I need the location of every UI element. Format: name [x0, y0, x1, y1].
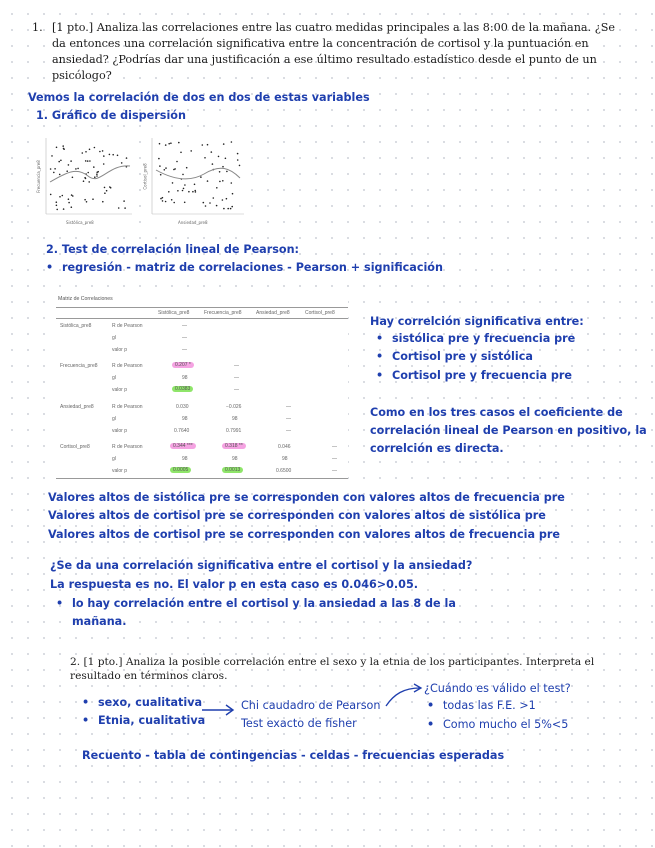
direct-line-3: correlción es directa.: [370, 442, 504, 455]
table-cell: —: [332, 456, 337, 462]
scatter-point: [223, 208, 225, 210]
scatter-point: [162, 197, 164, 199]
stat-label: R de Pearson: [112, 404, 143, 410]
question-2: [70, 655, 630, 683]
table-cell: 98: [182, 375, 188, 381]
cell-p-cort-frec: 0.0013: [222, 467, 243, 473]
high-line-2: Valores altos de cortisol pre se corresponden con valores altos de sistólica pre: [48, 509, 546, 522]
stat-label: valor p: [112, 468, 128, 474]
scatter-point: [63, 208, 65, 210]
stat-label: valor p: [112, 347, 128, 353]
scatter-point: [218, 156, 220, 158]
table-cell: 98: [232, 416, 238, 422]
cell-p-frec-sist: 0.0383: [172, 386, 193, 392]
scatter-point: [168, 191, 170, 193]
scatter-plot-left: [36, 134, 136, 230]
col-header-cortisol: Cortisol_pre8: [305, 310, 335, 316]
scatter-point: [109, 154, 111, 156]
table-cell: —: [286, 416, 291, 422]
table-cell: —: [234, 387, 239, 393]
sig-item-3: • Cortisol pre y frecuencia pre: [392, 369, 572, 382]
footer-note: Recuento - tabla de contingencias - celdas - frecuencias esperadas: [82, 749, 505, 762]
note-intro: Vemos la correlación de dos en dos de estas variables: [28, 91, 370, 104]
scatter-point: [237, 159, 239, 161]
scatter-point: [231, 182, 233, 184]
scatter-point: [202, 144, 204, 146]
scatter-point: [216, 187, 218, 189]
scatter-point: [51, 155, 53, 157]
row-label-frecuencia: Frecuencia_pre8: [60, 363, 98, 369]
scatter-point: [68, 164, 70, 166]
scatter-point: [104, 192, 106, 194]
scatter-point: [72, 177, 74, 179]
col-header-sistolica: Sistólica_pre8: [158, 310, 190, 316]
question-2-number: 2.: [70, 656, 81, 668]
scatter-plot-right-svg: [144, 134, 248, 230]
scatter-point: [165, 201, 167, 203]
scatter-point: [172, 182, 174, 184]
cell-p-cort-sist: 0.0005: [170, 467, 191, 473]
scatter-point: [173, 202, 175, 204]
scatter-point: [84, 177, 86, 179]
scatter-point: [222, 166, 224, 168]
scatter-point: [188, 191, 190, 193]
note-step-2-bullet: • regresión - matriz de correlaciones - Pearson + significación: [62, 261, 443, 274]
scatter-point: [170, 142, 172, 144]
direct-line-1: Como en los tres casos el coeficiente de: [370, 406, 623, 419]
scatter-point: [56, 209, 58, 211]
scatter-point: [124, 207, 126, 209]
row-label-sistolica: Sistólica_pre8: [60, 323, 92, 329]
scatter-point: [231, 141, 233, 143]
scatter-point: [126, 157, 128, 159]
scatter-point: [56, 147, 58, 149]
scatter-point: [222, 180, 224, 182]
scatter-point: [60, 160, 62, 162]
row-label-cortisol: Cortisol_pre8: [60, 444, 90, 450]
cell-r-cort-sist: 0.344 ***: [170, 443, 196, 449]
scatter-point: [123, 200, 125, 202]
scatter-point: [53, 172, 55, 174]
cell-r-frec-sist: 0.207 *: [172, 362, 194, 368]
scatter-point: [97, 171, 99, 173]
scatter-point: [213, 197, 215, 199]
scatter-point: [174, 168, 176, 170]
scatter-right-xlabel: Ansiedad_pre8: [178, 220, 208, 225]
table-cell: —: [332, 468, 337, 474]
scatter-point: [82, 152, 84, 154]
scatter-point: [209, 202, 211, 204]
table-cell: −0.026: [226, 404, 242, 410]
scatter-point: [226, 171, 228, 173]
table-cell: —: [182, 347, 187, 353]
table-cell: 98: [232, 456, 238, 462]
scatter-point: [219, 171, 221, 173]
direct-line-2: correlación lineal de Pearson en positivo, la: [370, 424, 647, 437]
sig-title: Hay correlción significativa entre:: [370, 315, 584, 328]
scatter-point: [159, 143, 161, 145]
stat-label: valor p: [112, 387, 128, 393]
scatter-point: [62, 145, 64, 147]
scatter-point: [83, 180, 85, 182]
scatter-point: [184, 184, 186, 186]
scatter-point: [84, 199, 86, 201]
scatter-right-ylabel: Cortisol_pre8: [142, 163, 148, 190]
scatter-point: [171, 199, 173, 201]
table-cell: —: [332, 444, 337, 450]
scatter-point: [92, 198, 94, 200]
var-2: • Etnia, cualitativa: [98, 714, 205, 727]
scatter-point: [204, 157, 206, 159]
question-1-number: 1.: [32, 21, 43, 34]
scatter-point: [232, 193, 234, 195]
scatter-point: [118, 207, 120, 209]
table-cell: 98: [282, 456, 288, 462]
scatter-point: [109, 186, 111, 188]
high-line-3: Valores altos de cortisol pre se corresponden con valores altos de frecuencia pre: [48, 528, 560, 541]
scatter-point: [192, 191, 194, 193]
scatter-left-xlabel: Sistólica_pre8: [66, 220, 94, 225]
scatter-point: [58, 161, 60, 163]
scatter-point: [207, 180, 209, 182]
scatter-point: [178, 142, 180, 144]
scatter-point: [59, 196, 61, 198]
scatter-point: [186, 167, 188, 169]
question-1-text: [1 pto.] Analiza las correlaciones entre las cuatro medidas principales a las 8:00 de la mañana. ¿Se da entonces una correlación significativa entre la concentración de cortisol y la puntuación en ansiedad? ¿Podrías dar una justificación a ese último resultado estadístico desde el punto de un psicólogo?: [52, 21, 616, 82]
scatter-point: [59, 174, 61, 176]
note-step-2: 2. Test de correlación lineal de Pearson:: [46, 243, 300, 256]
stat-label: valor p: [112, 428, 128, 434]
scatter-point: [75, 168, 77, 170]
stat-label: R de Pearson: [112, 444, 143, 450]
scatter-point: [176, 161, 178, 163]
table-cell: 98: [182, 456, 188, 462]
arrow-right-icon: [200, 702, 238, 716]
scatter-point: [160, 174, 162, 176]
scatter-point: [182, 190, 184, 192]
cortisol-question: ¿Se da una correlación significativa entre el cortisol y la ansiedad?: [50, 559, 473, 572]
row-label-ansiedad: Ansiedad_pre8: [60, 404, 94, 410]
table-cell: 0.7640: [174, 428, 190, 434]
scatter-point: [71, 194, 73, 196]
test-1: Chi caudadro de Pearson: [241, 699, 381, 712]
col-header-frecuencia: Frecuencia_pre8: [204, 310, 242, 316]
table-cell: 0.030: [176, 404, 189, 410]
scatter-point: [230, 208, 232, 210]
stat-label: gl: [112, 335, 116, 341]
scatter-point: [239, 165, 241, 167]
scatter-point: [85, 160, 87, 162]
scatter-point: [50, 168, 52, 170]
scatter-point: [183, 188, 185, 190]
scatter-point: [94, 176, 96, 178]
scatter-point: [71, 206, 73, 208]
scatter-point: [62, 195, 64, 197]
when-valid: ¿Cuándo es válido el test?: [424, 682, 571, 695]
test-2: Test exacto de fisher: [241, 717, 357, 730]
scatter-point: [103, 155, 105, 157]
scatter-point: [86, 201, 88, 203]
correlation-table: [56, 294, 348, 480]
scatter-point: [227, 208, 229, 210]
sig-item-1: • sistólica pre y frecuencia pre: [392, 332, 575, 345]
scatter-point: [158, 158, 160, 160]
scatter-point: [159, 165, 161, 167]
curved-arrow-icon: [384, 682, 424, 708]
scatter-point: [121, 162, 123, 164]
scatter-point: [219, 181, 221, 183]
stat-label: R de Pearson: [112, 323, 143, 329]
scatter-plot-right: [144, 134, 248, 230]
table-cell: —: [182, 323, 187, 329]
answer-bullet-line-2: mañana.: [72, 615, 127, 628]
scatter-point: [89, 160, 91, 162]
scatter-point: [225, 158, 227, 160]
scatter-point: [212, 163, 214, 165]
scatter-point: [112, 154, 114, 156]
scatter-point: [103, 163, 105, 165]
scatter-point: [194, 184, 196, 186]
table-cell: 98: [182, 416, 188, 422]
scatter-point: [96, 175, 98, 177]
scatter-point: [68, 202, 70, 204]
scatter-point: [93, 166, 95, 168]
stat-label: gl: [112, 456, 116, 462]
scatter-point: [168, 143, 170, 145]
scatter-point: [102, 150, 104, 152]
scatter-left-ylabel: Frecuencia_pre8: [35, 160, 41, 193]
table-cell: —: [286, 404, 291, 410]
scatter-point: [96, 173, 98, 175]
scatter-point: [89, 149, 91, 151]
scatter-point: [87, 160, 89, 162]
scatter-point: [66, 170, 68, 172]
scatter-point: [99, 151, 101, 153]
scatter-point: [207, 144, 209, 146]
cell-p-cort-ans: 0.6500: [276, 468, 292, 474]
scatter-point: [85, 151, 87, 153]
stat-label: R de Pearson: [112, 363, 143, 369]
scatter-point: [190, 150, 192, 152]
scatter-point: [63, 148, 65, 150]
table-cell: —: [234, 375, 239, 381]
table-cell: 0.7991: [226, 428, 242, 434]
question-1: [32, 20, 632, 84]
cell-r-cort-frec: 0.318 **: [222, 443, 246, 449]
scatter-point: [88, 181, 90, 183]
table-cell: —: [286, 428, 291, 434]
cortisol-answer: La respuesta es no. El valor p en esta caso es 0.046>0.05.: [50, 578, 418, 591]
answer-bullet-line-1: • lo hay correlación entre el cortisol y la ansiedad a las 8 de la: [72, 597, 456, 610]
stat-label: gl: [112, 375, 116, 381]
scatter-point: [237, 153, 239, 155]
scatter-point: [223, 143, 225, 145]
cond-2: • Como mucho el 5%<5: [443, 718, 568, 731]
scatter-point: [216, 205, 218, 207]
scatter-point: [180, 152, 182, 154]
scatter-point: [222, 199, 224, 201]
scatter-point: [194, 190, 196, 192]
scatter-point: [231, 206, 233, 208]
scatter-point: [184, 202, 186, 204]
table-cell: —: [234, 363, 239, 369]
scatter-point: [160, 198, 162, 200]
scatter-point: [205, 205, 207, 207]
scatter-point: [102, 201, 104, 203]
scatter-point: [87, 172, 89, 174]
scatter-point: [165, 144, 167, 146]
scatter-point: [162, 200, 164, 202]
question-2-text: [1 pto.] Analiza la posible correlación entre el sexo y la etnia de los participantes. Interpreta el resultado en términos claros.: [70, 656, 595, 682]
scatter-point: [211, 151, 213, 153]
col-header-ansiedad: Ansiedad_pre8: [256, 310, 290, 316]
scatter-point: [106, 190, 108, 192]
cond-1: • todas las F.E. >1: [443, 699, 536, 712]
scatter-point: [117, 155, 119, 157]
cell-r-cort-ans: 0.046: [278, 444, 291, 450]
scatter-point: [200, 176, 202, 178]
scatter-point: [94, 147, 96, 149]
scatter-point: [56, 205, 58, 207]
scatter-point: [104, 187, 106, 189]
sig-item-2: • Cortisol pre y sistólica: [392, 350, 533, 363]
table-title: Matriz de Correlaciones: [58, 296, 113, 302]
table-cell: —: [182, 335, 187, 341]
scatter-point: [77, 168, 79, 170]
stat-label: gl: [112, 416, 116, 422]
scatter-point: [164, 169, 166, 171]
scatter-point: [177, 190, 179, 192]
scatter-point: [70, 160, 72, 162]
scatter-point: [50, 194, 52, 196]
scatter-point: [182, 174, 184, 176]
scatter-point: [68, 198, 70, 200]
scatter-point: [56, 201, 58, 203]
scatter-plot-left-svg: [36, 134, 136, 230]
scatter-point: [203, 202, 205, 204]
scatter-point: [54, 168, 56, 170]
scatter-point: [165, 167, 167, 169]
high-line-1: Valores altos de sistólica pre se corresponden con valores altos de frecuencia pre: [48, 491, 565, 504]
note-step-1: 1. Gráfico de dispersión: [36, 109, 186, 122]
var-1: • sexo, cualitativa: [98, 696, 202, 709]
scatter-point: [226, 198, 228, 200]
scatter-point: [195, 191, 197, 193]
